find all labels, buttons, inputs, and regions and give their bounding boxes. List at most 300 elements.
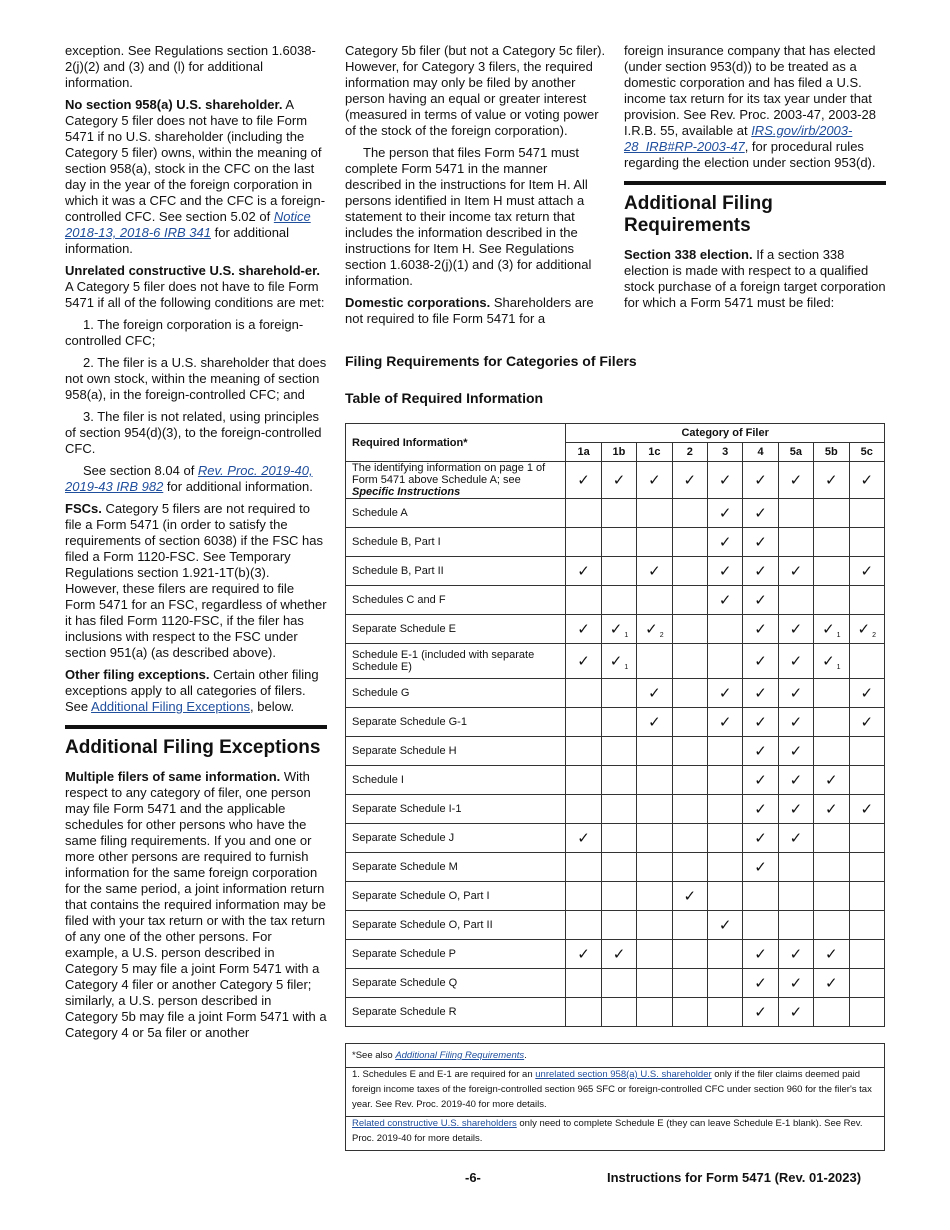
checkmark-icon: ✓ [754,505,767,522]
check-cell [637,708,672,737]
check-cell [707,824,742,853]
check-cell [778,462,813,499]
left-column [65,43,327,1047]
checkmark-icon: ✓ [825,472,838,489]
row-label-text: Separate Schedule I-1 [352,803,462,815]
paragraph [624,43,886,171]
text: , for procedural rules regarding the election under section 953(d). [624,139,876,170]
row-label [346,969,566,998]
checkmark-icon: ✓ [860,563,874,580]
check-cell [672,586,707,615]
run-in-heading: Multiple filers of same information. [65,769,281,784]
row-label-text: Separate Schedule O, Part I [352,890,490,902]
checkmark-icon: ✓ [789,975,803,992]
section-heading: Additional Filing Requirements [624,193,773,236]
checkmark-icon: ✓ [577,653,590,670]
check-cell [707,795,742,824]
row-label [346,940,566,969]
row-label-text: Separate Schedule O, Part II [352,919,493,931]
table-row [346,998,885,1027]
checkmark-icon: ✓ [825,975,838,992]
check-cell [814,853,849,882]
row-label [346,795,566,824]
row-label [346,882,566,911]
check-cell [707,737,742,766]
table-row [346,766,885,795]
list-item: 3. The filer is not related, using principles of section 954(d)(3), to the foreign-controlled CFC. [65,409,322,456]
check-cell [707,882,742,911]
check-cell [743,679,778,708]
run-in-heading: FSCs. [65,501,102,516]
table-row [346,644,885,679]
check-cell [566,882,601,911]
check-cell [814,679,849,708]
check-cell [814,557,849,586]
table-row [346,824,885,853]
check-cell [849,679,884,708]
required-information-table [345,423,885,1027]
check-cell [566,679,601,708]
row-label [346,766,566,795]
checkmark-icon: ✓ [789,772,803,789]
check-cell [707,644,742,679]
checkmark-icon: ✓ [860,685,874,702]
text: for additional information. [163,479,313,494]
check-cell [637,528,672,557]
row-label-text: Separate Schedule H [352,745,457,757]
check-cell [637,615,672,644]
text: *See also [352,1050,396,1061]
check-cell [707,766,742,795]
checkmark-icon: ✓ [789,801,803,818]
check-cell [849,586,884,615]
footnote-ref: 2 [872,631,876,639]
check-cell [814,499,849,528]
check-cell [707,911,742,940]
checkmark-icon: ✓ [683,888,697,905]
check-cell [849,462,884,499]
text: foreign insurance company that has elected (under section 953(d)) to be treated as a domestic corporation and has filed a U.S. income tax return for its tax year under that provision. See Rev. Proc. 2003-47, 2003-28 I.R.B. 55, available at [624,43,876,138]
check-cell [672,824,707,853]
check-cell [849,911,884,940]
check-cell [601,737,636,766]
check-cell [849,882,884,911]
check-cell [814,911,849,940]
checkmark-icon: ✓ [754,801,767,818]
check-cell [778,586,813,615]
table-row [346,499,885,528]
check-cell [743,998,778,1027]
check-cell [672,462,707,499]
paragraph: The person that files Form 5471 must complete Form 5471 in the manner described in the instructions for Item H. All persons identified in Item H must attach a statement to their income tax return that includes the information described in the instructions for Item H. See Regulations section 1.6038-2(j)(1) and (3) for additional information. [345,145,592,288]
checkmark-icon: ✓ [860,472,874,489]
check-cell [849,528,884,557]
check-cell [637,462,672,499]
category-header: 5b [814,443,849,462]
check-cell [849,969,884,998]
check-cell [743,462,778,499]
check-cell [778,499,813,528]
checkmark-icon: ✓ [612,472,626,489]
check-cell [566,853,601,882]
paragraph [345,295,607,327]
check-cell [814,940,849,969]
check-cell [637,824,672,853]
check-cell [743,766,778,795]
check-cell [707,462,742,499]
text: , below. [250,699,295,714]
text: Shareholders are not required to file Form 5471 for a [345,295,594,326]
check-cell [707,499,742,528]
table-row [346,615,885,644]
text: See section 8.04 of [83,463,198,478]
paragraph [65,667,327,715]
check-cell [743,824,778,853]
check-cell [637,940,672,969]
check-cell [672,679,707,708]
additional-filing-exceptions-link[interactable]: Additional Filing Exceptions [91,699,251,714]
checkmark-icon: ✓ [754,534,767,551]
check-cell [672,795,707,824]
paragraph: exception. See Regulations section 1.6038-2(j)(2) and (3) and (l) for additional information. [65,43,316,90]
check-cell [707,528,742,557]
check-cell [601,557,636,586]
check-cell [849,557,884,586]
category-header: 2 [672,443,707,462]
footnote-ref: 2 [659,631,664,639]
checkmark-icon: ✓ [754,592,767,609]
footnote-ref: 1 [624,631,629,639]
check-cell [814,644,849,679]
check-cell [707,557,742,586]
check-cell [601,824,636,853]
row-label-text: Schedule B, Part I [352,536,441,548]
check-cell [637,795,672,824]
row-label-text: Schedule B, Part II [352,565,444,577]
middle-column [345,43,607,333]
row-label [346,462,566,499]
checkmark-icon: ✓ [789,946,803,963]
check-cell [637,499,672,528]
checkmark-icon: ✓ [822,620,835,638]
check-cell [778,708,813,737]
check-cell [566,737,601,766]
row-label-text: Separate Schedule Q [352,977,458,989]
check-cell [637,911,672,940]
checkmark-icon: ✓ [789,1004,803,1021]
check-cell [637,853,672,882]
check-cell [778,528,813,557]
check-cell [601,998,636,1027]
check-cell [672,708,707,737]
checkmark-icon: ✓ [754,714,767,731]
check-cell [778,795,813,824]
checkmark-icon: ✓ [789,653,803,670]
checkmark-icon: ✓ [789,714,803,731]
category-header: 1a [566,443,601,462]
row-label [346,644,566,679]
check-cell [778,615,813,644]
checkmark-icon: ✓ [718,563,732,580]
footnote-ref: 1 [836,663,841,671]
check-cell [743,528,778,557]
check-cell [849,853,884,882]
checkmark-icon: ✓ [822,652,835,670]
check-cell [672,557,707,586]
check-cell [566,557,601,586]
section-heading: Additional Filing Exceptions [65,737,321,758]
checkmark-icon: ✓ [648,714,661,731]
table-note-2 [345,1112,885,1151]
row-label [346,998,566,1027]
row-label-emphasis: Specific Instructions [352,486,461,498]
checkmark-icon: ✓ [754,859,767,876]
footnote-ref: 1 [624,663,629,671]
check-cell [637,679,672,708]
check-cell [743,969,778,998]
check-cell [672,737,707,766]
check-cell [566,586,601,615]
check-cell [743,882,778,911]
category-header: 5a [778,443,813,462]
row-label-text: Schedules C and F [352,594,446,606]
check-cell [849,998,884,1027]
paragraph [624,247,886,311]
text: only need to complete Schedule E (they can leave Schedule E-1 blank). See Rev. Proc. 2019-40 for more details. [352,1118,863,1144]
row-label [346,853,566,882]
check-cell [814,737,849,766]
section-rule [65,725,327,729]
paragraph [65,263,327,311]
related-shareholders-link[interactable]: Related constructive U.S. shareholders [352,1118,517,1129]
check-cell [743,708,778,737]
check-cell [566,528,601,557]
check-cell [743,644,778,679]
rev-proc-link[interactable]: Rev. Proc. 2019-40, 2019-43 IRB 982 [65,463,313,494]
table-body [346,462,885,1027]
checkmark-icon: ✓ [754,653,767,670]
check-cell [601,528,636,557]
checkmark-icon: ✓ [825,801,838,818]
checkmark-icon: ✓ [754,830,767,847]
check-cell [707,998,742,1027]
check-cell [672,969,707,998]
text: only if the filer claims deemed paid foreign income taxes of the foreign-controlled section 965 SFC or foreign-controlled CFC under section 960 for the filer's tax year. See Rev. Proc. 2019-40 for more details. [352,1069,872,1110]
check-cell [814,766,849,795]
paragraph: Category 5b filer (but not a Category 5c filer). However, for Category 3 filers, the required information may only be filed by another person having an equal or greater interest (measured in terms of value or voting power of the stock of the foreign corporation). [345,43,606,138]
row-label [346,499,566,528]
additional-filing-requirements-link[interactable]: Additional Filing Requirements [395,1050,525,1061]
check-cell [672,615,707,644]
check-cell [672,644,707,679]
checkmark-icon: ✓ [718,505,732,522]
table-note-1 [345,1063,885,1117]
check-cell [778,557,813,586]
checkmark-icon: ✓ [718,685,732,702]
checkmark-icon: ✓ [577,621,590,638]
check-cell [566,795,601,824]
check-cell [672,766,707,795]
check-cell [601,708,636,737]
table-row [346,462,885,499]
table-row [346,557,885,586]
checkmark-icon: ✓ [754,743,767,760]
checkmark-icon: ✓ [648,563,661,580]
check-cell [778,998,813,1027]
check-cell [672,528,707,557]
check-cell [566,940,601,969]
check-cell [814,795,849,824]
text: . [524,1050,527,1061]
check-cell [707,708,742,737]
check-cell [849,795,884,824]
check-cell [849,644,884,679]
check-cell [637,586,672,615]
row-label [346,586,566,615]
check-cell [778,644,813,679]
check-cell [778,766,813,795]
check-cell [707,679,742,708]
table-row [346,708,885,737]
check-cell [601,969,636,998]
text: 1. Schedules E and E-1 are required for an [352,1069,536,1080]
check-cell [707,853,742,882]
check-cell [566,462,601,499]
table-heading: Table of Required Information [345,390,544,406]
checkmark-icon: ✓ [754,472,767,489]
text: for additional information. [65,225,290,256]
check-cell [637,737,672,766]
check-cell [566,499,601,528]
check-cell [778,882,813,911]
check-cell [707,940,742,969]
row-label-text: Schedule A [352,507,408,519]
checkmark-icon: ✓ [609,652,623,670]
text: A Category 5 filer does not have to file Form 5471 if all of the following conditions are met: [65,279,325,310]
category-header: 5c [849,443,884,462]
category-header: 4 [743,443,778,462]
row-label [346,557,566,586]
list-item: 1. The foreign corporation is a foreign-controlled CFC; [65,317,304,348]
check-cell [566,766,601,795]
checkmark-icon: ✓ [857,620,871,638]
table-row [346,969,885,998]
check-cell [743,940,778,969]
checkmark-icon: ✓ [825,772,838,789]
check-cell [849,940,884,969]
checkmark-icon: ✓ [789,563,803,580]
check-cell [601,615,636,644]
checkmark-icon: ✓ [789,621,803,638]
check-cell [743,615,778,644]
checkmark-icon: ✓ [577,830,590,847]
table-row [346,940,885,969]
check-cell [566,998,601,1027]
check-cell [637,766,672,795]
category-header: 1b [601,443,636,462]
irb-link[interactable]: IRS.gov/irb/2003-28_IRB#RP-2003-47 [624,123,853,154]
check-cell [566,911,601,940]
check-cell [707,969,742,998]
check-cell [814,708,849,737]
check-cell [672,853,707,882]
checkmark-icon: ✓ [648,685,661,702]
run-in-heading: Section 338 election. [624,247,753,262]
row-label-text: Separate Schedule M [352,861,458,873]
checkmark-icon: ✓ [718,534,732,551]
check-cell [849,737,884,766]
check-cell [743,911,778,940]
checkmark-icon: ✓ [789,685,803,702]
row-label [346,911,566,940]
checkmark-icon: ✓ [577,472,590,489]
check-cell [566,969,601,998]
notice-link[interactable]: Notice 2018-13, 2018-6 IRB 341 [65,209,311,240]
checkmark-icon: ✓ [754,946,767,963]
checkmark-icon: ✓ [754,621,767,638]
check-cell [566,708,601,737]
checkmark-icon: ✓ [789,830,803,847]
text: If a section 338 election is made with respect to a qualified stock purchase of a foreign target corporation for which a Form 5471 must be filed: [624,247,886,310]
check-cell [566,824,601,853]
check-cell [601,766,636,795]
check-cell [778,679,813,708]
table-row [346,737,885,766]
check-cell [778,940,813,969]
table-row [346,795,885,824]
check-cell [672,499,707,528]
check-cell [849,766,884,795]
check-cell [778,737,813,766]
checkmark-icon: ✓ [718,472,732,489]
check-cell [849,499,884,528]
check-cell [778,853,813,882]
check-cell [637,969,672,998]
category-of-filer-header: Category of Filer [566,424,885,443]
check-cell [814,824,849,853]
check-cell [672,882,707,911]
check-cell [637,557,672,586]
checkmark-icon: ✓ [860,801,874,818]
check-cell [849,708,884,737]
row-label [346,737,566,766]
checkmark-icon: ✓ [754,772,767,789]
row-label [346,528,566,557]
check-cell [849,824,884,853]
paragraph [65,463,327,495]
row-label-text: Schedule I [352,774,404,786]
list-item: 2. The filer is a U.S. shareholder that does not own stock, within the meaning of section 958(a), in the foreign-controlled CFC; and [65,355,327,402]
category-header: 3 [707,443,742,462]
row-label-text: Schedule E-1 (included with separate Schedule E) [352,649,535,673]
check-cell [778,824,813,853]
paragraph [65,501,327,661]
check-cell [814,969,849,998]
checkmark-icon: ✓ [609,620,623,638]
right-column [624,43,886,317]
text: Category 5 filers are not required to file a Form 5471 (in order to satisfy the requirements of section 6038) if the FSC has filed a Form 1120-FSC. See Temporary Regulations section 1.921-1T(b)(3). However, these filers are required to file Form 5471 for an FSC, regardless of whether it has filed Form 1120-FSC, if the filer has inclusions with respect to the FSC under section 951(a) (as described above). [65,501,327,660]
required-information-header: Required Information* [346,424,566,462]
table-row [346,911,885,940]
run-in-heading: Other filing exceptions. [65,667,210,682]
checkmark-icon: ✓ [860,714,874,731]
run-in-heading: No section 958(a) U.S. shareholder. [65,97,283,112]
check-cell [601,462,636,499]
unrelated-shareholder-link[interactable]: unrelated section 958(a) U.S. shareholder [535,1069,712,1080]
check-cell [566,644,601,679]
checkmark-icon: ✓ [612,946,626,963]
row-label-text: Separate Schedule E [352,623,456,635]
